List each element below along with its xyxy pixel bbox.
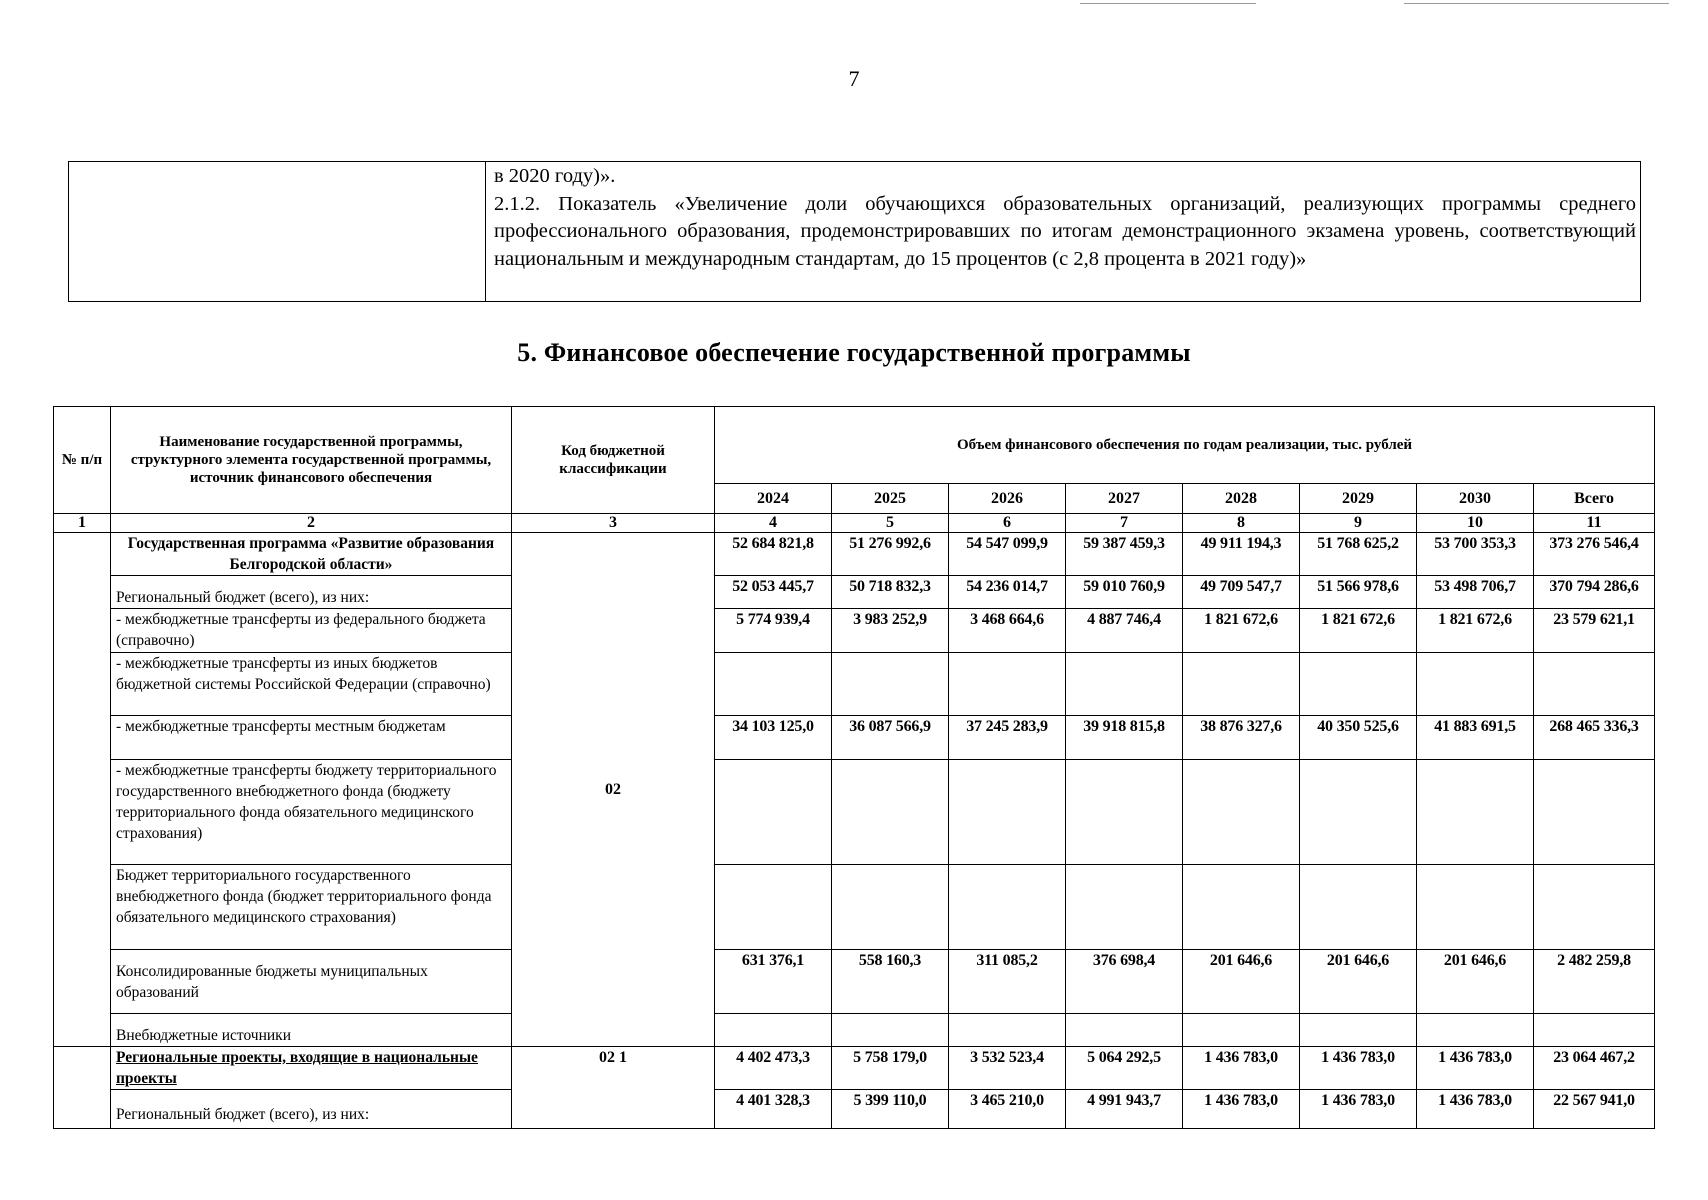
- row-name: Региональный бюджет (всего), из них:: [111, 1090, 512, 1129]
- continuation-table: [68, 161, 1641, 302]
- value-cell: [1417, 865, 1534, 950]
- continuation-empty-cell: [69, 162, 486, 301]
- value-cell: [949, 760, 1066, 865]
- table-row: [54, 653, 1655, 716]
- table-row: [54, 716, 1655, 760]
- value-cell: [715, 653, 832, 716]
- value-cell: 311 085,2: [949, 950, 1066, 1014]
- value-cell: 1 436 783,0: [1417, 1047, 1534, 1090]
- value-cell: 1 436 783,0: [1300, 1047, 1417, 1090]
- value-cell: [832, 653, 949, 716]
- value-cell: 3 465 210,0: [949, 1090, 1066, 1129]
- value-cell: [1066, 865, 1183, 950]
- value-cell: 373 276 546,4: [1534, 533, 1655, 576]
- value-cell: 5 774 939,4: [715, 609, 832, 653]
- value-cell: 53 700 353,3: [1417, 533, 1534, 576]
- value-cell: 4 887 746,4: [1066, 609, 1183, 653]
- table-row: [54, 865, 1655, 950]
- value-cell: 4 401 328,3: [715, 1090, 832, 1129]
- value-cell: 23 579 621,1: [1534, 609, 1655, 653]
- value-cell: [1300, 865, 1417, 950]
- value-cell: 51 768 625,2: [1300, 533, 1417, 576]
- value-cell: [1066, 1014, 1183, 1047]
- value-cell: 5 064 292,5: [1066, 1047, 1183, 1090]
- value-cell: 39 918 815,8: [1066, 716, 1183, 760]
- column-index: 7: [1066, 514, 1183, 533]
- value-cell: 3 532 523,4: [949, 1047, 1066, 1090]
- header-year: 2025: [832, 484, 949, 514]
- header-year: 2028: [1183, 484, 1300, 514]
- value-cell: [1534, 1014, 1655, 1047]
- row-name: Региональный бюджет (всего), из них:: [111, 576, 512, 609]
- row-name: - межбюджетные трансферты из федерального бюджета (справочно): [111, 609, 512, 653]
- column-index: 2: [111, 514, 512, 533]
- column-index: 1: [54, 514, 111, 533]
- scan-artifact-line: [1404, 3, 1669, 4]
- value-cell: [1300, 1014, 1417, 1047]
- value-cell: 2 482 259,8: [1534, 950, 1655, 1014]
- value-cell: 52 684 821,8: [715, 533, 832, 576]
- header-year: 2027: [1066, 484, 1183, 514]
- value-cell: 1 436 783,0: [1417, 1090, 1534, 1129]
- table-row: [54, 950, 1655, 1014]
- value-cell: 376 698,4: [1066, 950, 1183, 1014]
- value-cell: 4 402 473,3: [715, 1047, 832, 1090]
- table-row: [54, 533, 1655, 576]
- value-cell: 201 646,6: [1417, 950, 1534, 1014]
- value-cell: 40 350 525,6: [1300, 716, 1417, 760]
- header-code: Код бюджетной классификации: [512, 407, 715, 514]
- header-volume: Объем финансового обеспечения по годам реализации, тыс. рублей: [715, 407, 1655, 484]
- value-cell: [949, 865, 1066, 950]
- value-cell: [1066, 760, 1183, 865]
- continuation-line: 2.1.2. Показатель «Увеличение доли обучающихся образовательных организаций, реализующих программы среднего профессионального образования, продемонстрировавших по итогам демонстрационного экзамена уровень, соответствующий национальным и международным стандартам, до 15 процентов (с 2,8 процента в 2021 году)»: [494, 192, 1636, 270]
- value-cell: 631 376,1: [715, 950, 832, 1014]
- row-name: Государственная программа «Развитие образования Белгородской области»: [111, 533, 512, 576]
- num-cell: [54, 533, 111, 1047]
- value-cell: [1534, 653, 1655, 716]
- value-cell: 54 547 099,9: [949, 533, 1066, 576]
- value-cell: 1 436 783,0: [1183, 1047, 1300, 1090]
- value-cell: 558 160,3: [832, 950, 949, 1014]
- value-cell: [1183, 1014, 1300, 1047]
- row-name: Консолидированные бюджеты муниципальных образований: [111, 950, 512, 1014]
- column-index-row: [54, 514, 1655, 533]
- column-index: 11: [1534, 514, 1655, 533]
- value-cell: 4 991 943,7: [1066, 1090, 1183, 1129]
- header-year: 2030: [1417, 484, 1534, 514]
- num-cell: [54, 1047, 111, 1129]
- value-cell: 23 064 467,2: [1534, 1047, 1655, 1090]
- value-cell: [1534, 865, 1655, 950]
- value-cell: [832, 760, 949, 865]
- value-cell: 54 236 014,7: [949, 576, 1066, 609]
- table-row: [54, 1090, 1655, 1129]
- value-cell: 201 646,6: [1183, 950, 1300, 1014]
- value-cell: 1 821 672,6: [1300, 609, 1417, 653]
- value-cell: [1183, 760, 1300, 865]
- table-row: [54, 760, 1655, 865]
- value-cell: 50 718 832,3: [832, 576, 949, 609]
- value-cell: 1 821 672,6: [1183, 609, 1300, 653]
- value-cell: [949, 653, 1066, 716]
- value-cell: 51 566 978,6: [1300, 576, 1417, 609]
- value-cell: [1066, 653, 1183, 716]
- value-cell: 3 468 664,6: [949, 609, 1066, 653]
- table-row: [54, 1014, 1655, 1047]
- value-cell: 49 911 194,3: [1183, 533, 1300, 576]
- column-index: 5: [832, 514, 949, 533]
- section-title: 5. Финансовое обеспечение государственной программы: [517, 338, 1191, 367]
- value-cell: 36 087 566,9: [832, 716, 949, 760]
- finance-table: [53, 406, 1655, 1129]
- value-cell: [1300, 760, 1417, 865]
- value-cell: 59 010 760,9: [1066, 576, 1183, 609]
- value-cell: 1 436 783,0: [1183, 1090, 1300, 1129]
- value-cell: 59 387 459,3: [1066, 533, 1183, 576]
- value-cell: 1 436 783,0: [1300, 1090, 1417, 1129]
- value-cell: [715, 1014, 832, 1047]
- continuation-text-cell: [486, 162, 1640, 301]
- value-cell: [1534, 760, 1655, 865]
- value-cell: [1183, 865, 1300, 950]
- header-year: 2026: [949, 484, 1066, 514]
- column-index: 8: [1183, 514, 1300, 533]
- code-cell: 02: [512, 533, 715, 1047]
- table-row: [54, 576, 1655, 609]
- row-name: Бюджет территориального государственного внебюджетного фонда (бюджет территориального фонда обязательного медицинского страхования): [111, 865, 512, 950]
- value-cell: 22 567 941,0: [1534, 1090, 1655, 1129]
- scan-artifact-line: [1080, 3, 1256, 4]
- value-cell: 49 709 547,7: [1183, 576, 1300, 609]
- value-cell: [1183, 653, 1300, 716]
- column-index: 4: [715, 514, 832, 533]
- value-cell: 268 465 336,3: [1534, 716, 1655, 760]
- value-cell: [832, 865, 949, 950]
- value-cell: 1 821 672,6: [1417, 609, 1534, 653]
- value-cell: 53 498 706,7: [1417, 576, 1534, 609]
- row-name: Региональные проекты, входящие в национальные проекты: [111, 1047, 512, 1090]
- table-row: [54, 1047, 1655, 1090]
- value-cell: [949, 1014, 1066, 1047]
- value-cell: [832, 1014, 949, 1047]
- header-total: Всего: [1534, 484, 1655, 514]
- code-cell: 02 1: [512, 1047, 715, 1129]
- value-cell: 3 983 252,9: [832, 609, 949, 653]
- value-cell: 41 883 691,5: [1417, 716, 1534, 760]
- value-cell: [1300, 653, 1417, 716]
- value-cell: [1417, 760, 1534, 865]
- value-cell: [715, 760, 832, 865]
- value-cell: 37 245 283,9: [949, 716, 1066, 760]
- header-num: № п/п: [54, 407, 111, 514]
- value-cell: 5 399 110,0: [832, 1090, 949, 1129]
- value-cell: [715, 865, 832, 950]
- value-cell: 34 103 125,0: [715, 716, 832, 760]
- value-cell: [1417, 1014, 1534, 1047]
- value-cell: 51 276 992,6: [832, 533, 949, 576]
- value-cell: 201 646,6: [1300, 950, 1417, 1014]
- row-name: - межбюджетные трансферты местным бюджетам: [111, 716, 512, 760]
- value-cell: 52 053 445,7: [715, 576, 832, 609]
- header-year: 2029: [1300, 484, 1417, 514]
- header-year: 2024: [715, 484, 832, 514]
- value-cell: 370 794 286,6: [1534, 576, 1655, 609]
- column-index: 3: [512, 514, 715, 533]
- header-name: Наименование государственной программы, структурного элемента государственной программы, источник финансового обеспечения: [111, 407, 512, 514]
- row-name: - межбюджетные трансферты из иных бюджетов бюджетной системы Российской Федерации (справочно): [111, 653, 512, 716]
- column-index: 9: [1300, 514, 1417, 533]
- row-name: Внебюджетные источники: [111, 1014, 512, 1047]
- table-row: [54, 609, 1655, 653]
- value-cell: 5 758 179,0: [832, 1047, 949, 1090]
- continuation-line: в 2020 году)».: [494, 165, 616, 187]
- column-index: 10: [1417, 514, 1534, 533]
- column-index: 6: [949, 514, 1066, 533]
- value-cell: 38 876 327,6: [1183, 716, 1300, 760]
- page-number: 7: [848, 66, 860, 91]
- value-cell: [1417, 653, 1534, 716]
- row-name: - межбюджетные трансферты бюджету территориального государственного внебюджетного фонда (бюджету территориального фонда обязательного медицинского страхования): [111, 760, 512, 865]
